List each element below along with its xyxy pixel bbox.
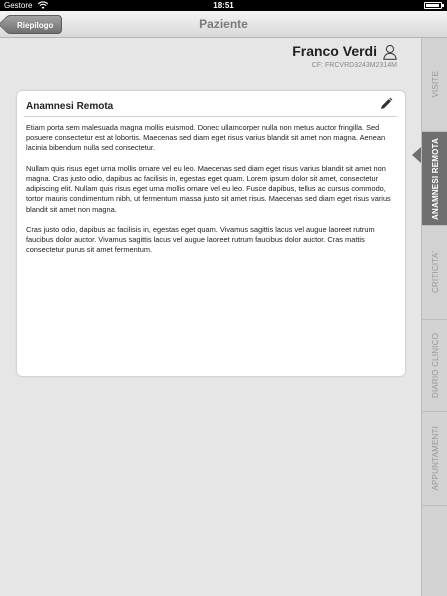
tab-visite[interactable]	[422, 38, 447, 132]
tab-anamnesi-remota[interactable]	[422, 132, 447, 226]
clock: 18:51	[213, 1, 234, 10]
tab-label: DIARIO CLINICO	[430, 332, 440, 399]
battery-icon	[424, 2, 442, 9]
card-body-text	[26, 123, 393, 266]
active-tab-pointer	[412, 147, 421, 163]
tab-label: VISITE	[430, 71, 440, 98]
patient-name: Franco Verdi	[292, 43, 377, 59]
status-bar	[0, 0, 447, 11]
carrier-label: Gestore	[4, 1, 33, 10]
page-title: Paziente	[199, 17, 248, 31]
patient-header	[292, 42, 397, 69]
tab-label: APPUNTAMENTI	[430, 426, 440, 491]
edit-pencil-icon[interactable]	[379, 97, 393, 111]
card-divider	[24, 116, 397, 117]
anamnesis-card	[17, 91, 405, 376]
tab-label: CRITICITA'	[430, 251, 440, 294]
paragraph: Nullam quis risus eget urna mollis ornare vel eu leo. Maecenas sed diam eget risus varius blandit sit amet non magna. Cras justo odio, dapibus ac facilisis in, egestas eget quam. Lorem ipsum dolor sit amet, consectetur adipiscing elit. Nullam quis risus eget urna mollis ornare vel eu leo. Fusce dapibus, tellus ac cursus commodo, tortor mauris condimentum nibh, ut fermentum massa justo sit amet risus. Maecenas sed diam eget risus varius blandit sit amet non magna.	[26, 163, 391, 214]
patient-fiscal-code: CF: FRCVRD3243M2314M	[311, 62, 397, 69]
back-button-label: Riepilogo	[17, 21, 54, 30]
tab-criticita[interactable]	[422, 226, 447, 320]
tab-diario-clinico[interactable]	[422, 320, 447, 412]
tab-label: ANAMNESI REMOTA	[430, 137, 440, 220]
person-icon[interactable]	[383, 44, 397, 60]
card-title: Anamnesi Remota	[26, 101, 114, 112]
vertical-tab-bar	[421, 38, 447, 596]
paragraph: Cras justo odio, dapibus ac facilisis in, egestas eget quam. Vivamus sagittis lacus vel augue laoreet rutrum faucibus dolor auctor. Vivamus sagittis lacus vel augue laoreet rutrum faucibus dolor auctor. Cras mattis consectetur purus sit amet fermentum.	[26, 225, 375, 255]
tab-appuntamenti[interactable]	[422, 412, 447, 506]
paragraph: Etiam porta sem malesuada magna mollis euismod. Donec ullamcorper nulla non metus auctor fringilla. Sed posuere consectetur est at lobortis. Maecenas sed diam eget risus varius blandit sit amet non magna. Aenean lacinia bibendum nulla sed consectetur.	[26, 123, 386, 153]
navigation-bar	[0, 11, 447, 38]
